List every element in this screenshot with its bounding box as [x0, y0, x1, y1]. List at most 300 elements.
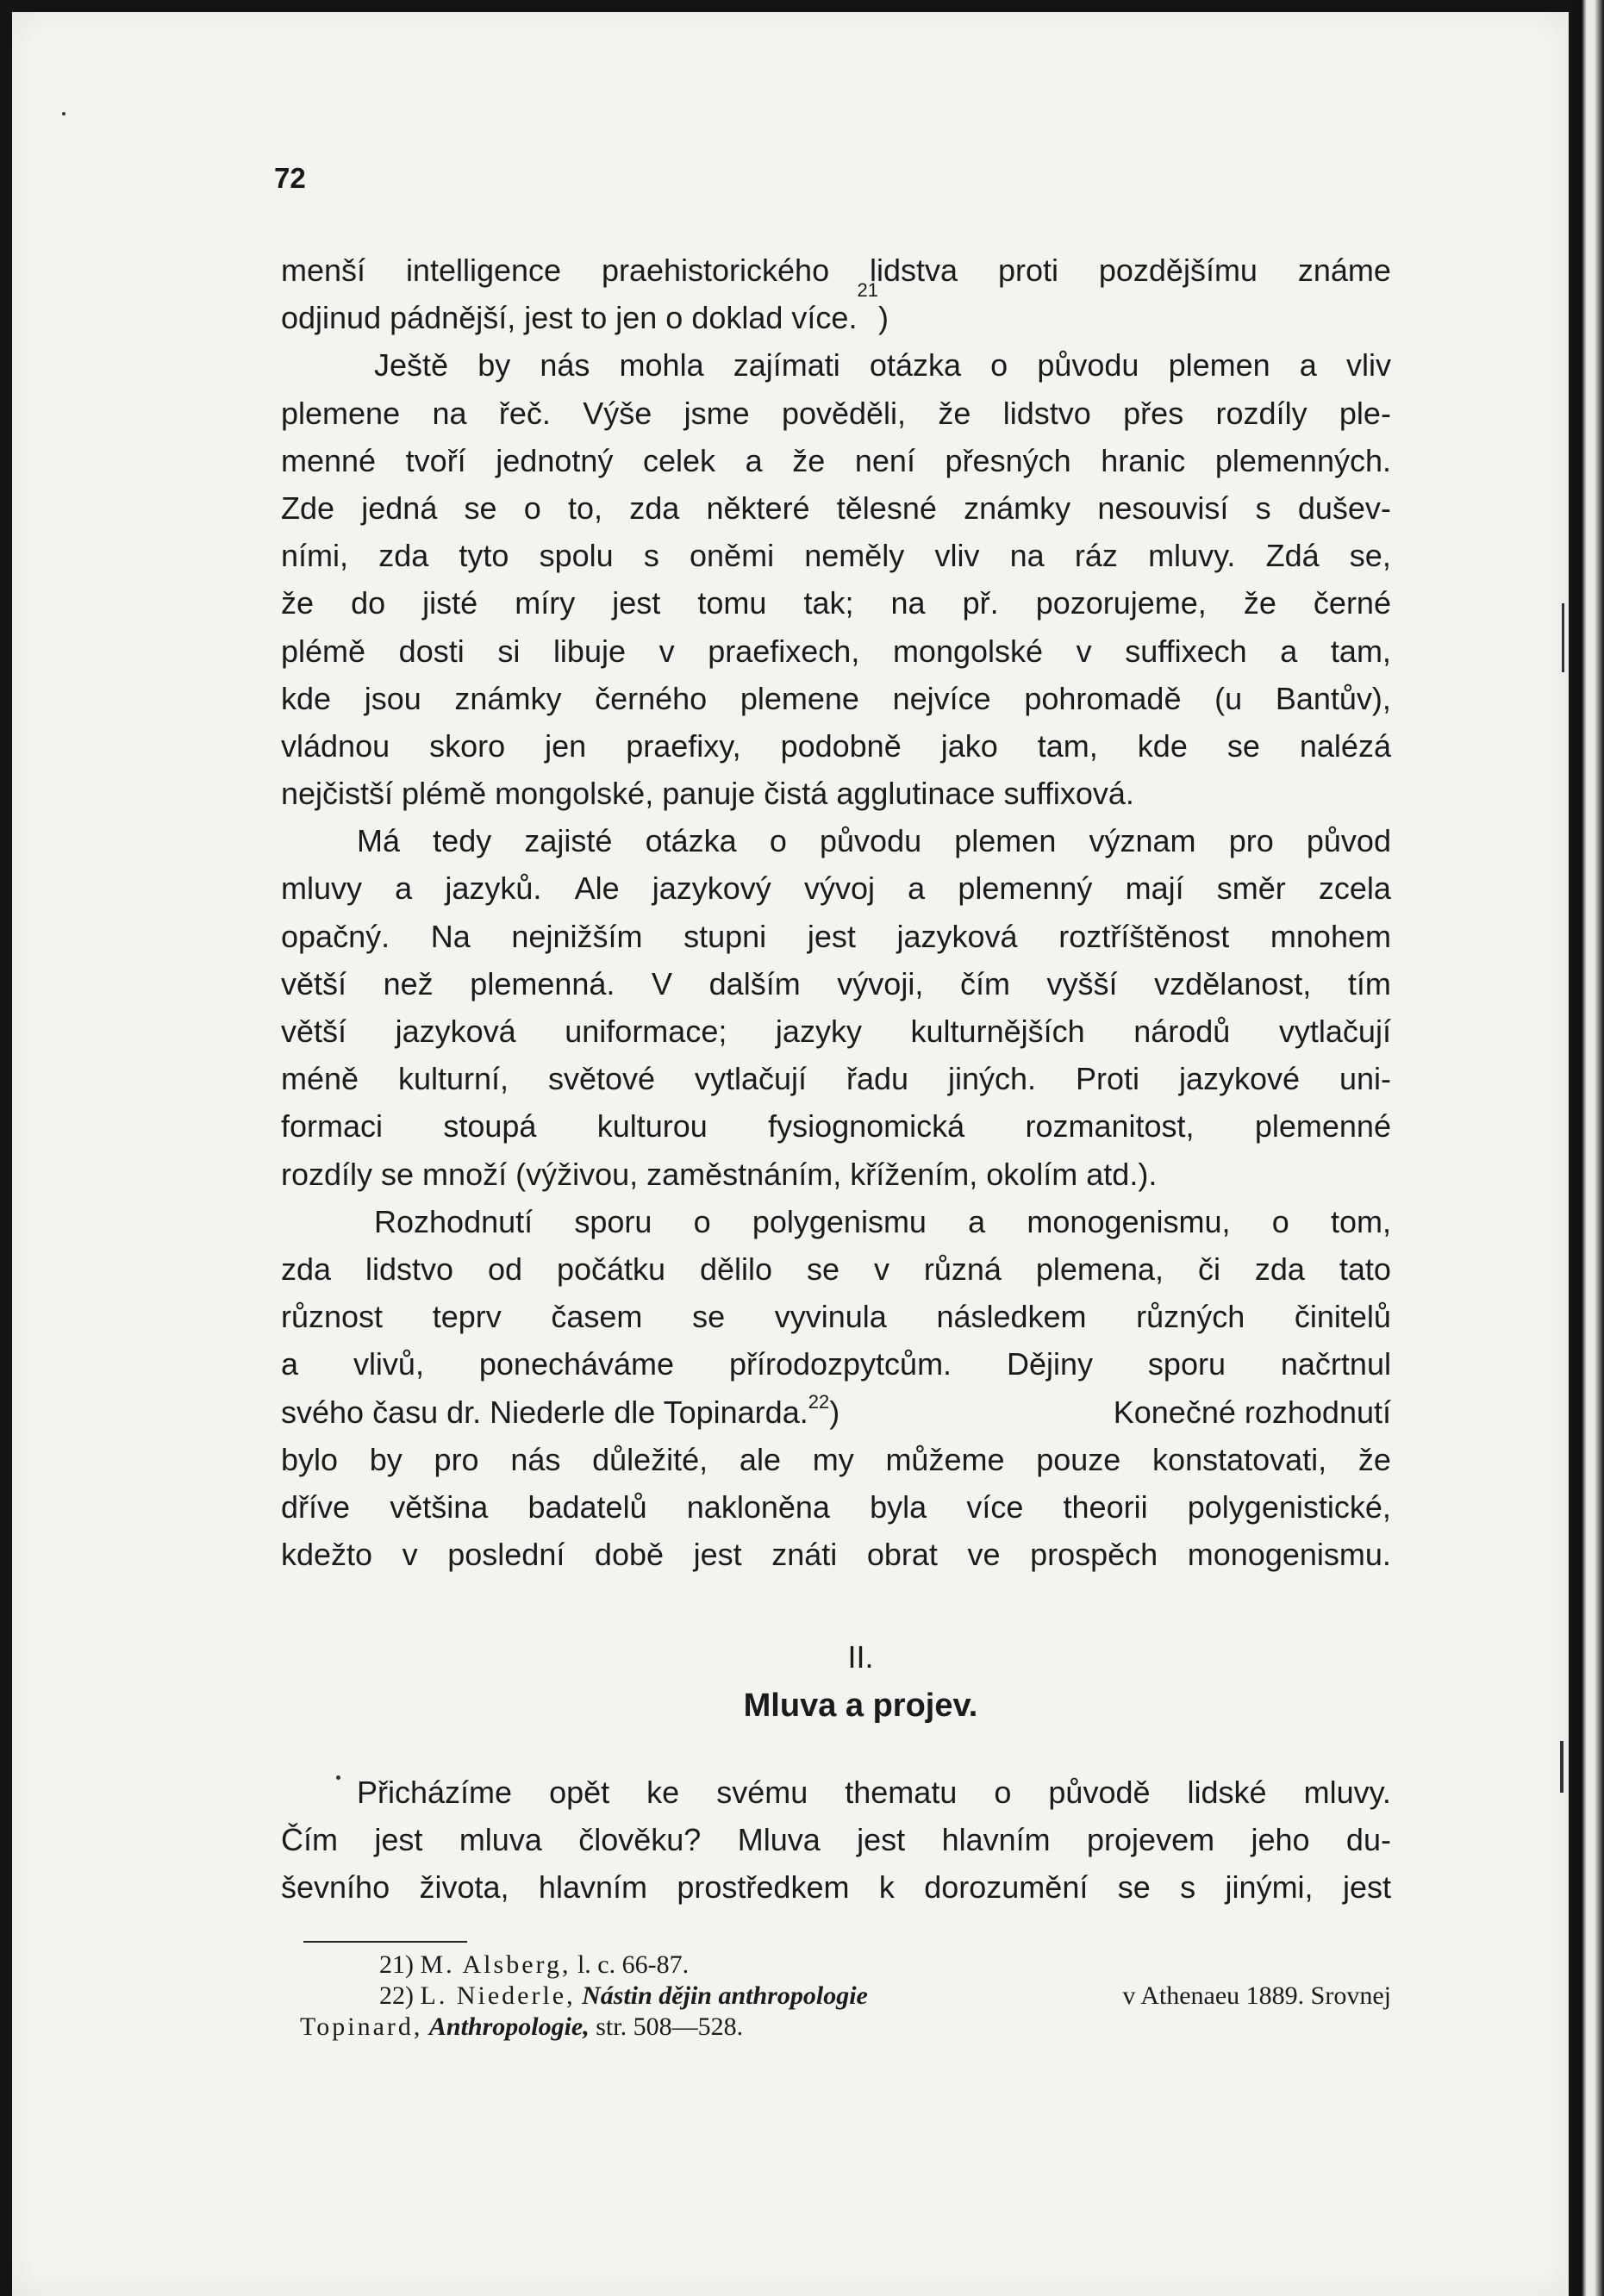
word: že — [1243, 585, 1276, 621]
word: se — [464, 490, 497, 526]
word: Proti — [1075, 1061, 1140, 1097]
page-edge — [1572, 0, 1604, 2296]
text-line — [281, 484, 1391, 532]
word: vládnou — [281, 727, 390, 764]
word: lidstvo — [365, 1251, 454, 1287]
word: mají — [1125, 870, 1184, 907]
word: a — [395, 870, 413, 907]
word: Zdá — [1265, 538, 1320, 574]
word: vliv — [934, 538, 980, 574]
word: stoupá — [443, 1108, 537, 1145]
word: opět — [549, 1775, 610, 1810]
word: různá — [923, 1251, 1002, 1287]
word: vyšší — [1046, 965, 1118, 1001]
word: roztříštěnost — [1058, 918, 1230, 954]
word: následkem — [936, 1299, 1087, 1335]
word: význam — [1089, 823, 1196, 859]
word: vytlačují — [695, 1061, 808, 1097]
word: můžeme — [885, 1441, 1005, 1477]
word: že — [938, 395, 971, 431]
word: o — [990, 347, 1008, 384]
word: menší — [281, 253, 366, 288]
word: prospěch — [1030, 1537, 1158, 1573]
text-line — [281, 817, 1391, 864]
footnote-author: Topinard, — [300, 2012, 423, 2041]
word: ke — [646, 1775, 680, 1810]
text-line — [281, 627, 1391, 675]
word: neměly — [804, 538, 905, 574]
word: mluvy — [281, 870, 363, 907]
word: mnohem — [1270, 918, 1391, 954]
word: jsou — [364, 680, 421, 716]
footnote-22 — [300, 1981, 1391, 2012]
word: polygenismu — [752, 1203, 927, 1239]
word: mluva — [459, 1822, 542, 1858]
word: badatelů — [527, 1488, 647, 1525]
footnotes — [300, 1950, 1391, 2043]
word: známe — [1297, 253, 1391, 288]
word: jeho — [1251, 1822, 1310, 1858]
word: si — [497, 633, 521, 669]
word: plemene — [740, 680, 859, 716]
word: jinými, — [1225, 1869, 1314, 1906]
footnote-text: v Athenaeu 1889. Srovnej — [1122, 1981, 1391, 2010]
word: konstatovati, — [1152, 1441, 1327, 1477]
scan-speck — [336, 1775, 340, 1780]
text-line: rozdíly se množí (výživou, zaměstnáním, křížením, okolím atd.). — [281, 1156, 1158, 1192]
footnote-title: Anthropologie, — [428, 2012, 590, 2041]
text-line — [281, 1055, 1391, 1102]
word: to, — [568, 490, 603, 526]
word: ševního — [281, 1869, 390, 1906]
word: o — [1271, 1203, 1289, 1239]
word: zda — [629, 490, 680, 526]
word: do — [351, 585, 386, 621]
word: Ale — [574, 870, 620, 907]
text-line — [281, 341, 1391, 389]
word: že — [281, 585, 315, 621]
text-segment: Konečné rozhodnutí — [1113, 1394, 1391, 1430]
word: Přicházíme — [357, 1775, 513, 1810]
word: vývoji, — [837, 965, 924, 1001]
word: jiných. — [948, 1061, 1037, 1097]
word: a — [968, 1203, 986, 1239]
word: že — [792, 442, 826, 478]
word: míry — [515, 585, 576, 621]
word: časem — [551, 1299, 643, 1335]
word: původ — [1306, 823, 1391, 859]
word: hranic — [1101, 442, 1186, 478]
word: či — [1197, 1251, 1220, 1287]
word: Mluva — [737, 1822, 821, 1858]
word: kdežto — [281, 1537, 373, 1573]
text-line-content: odjinud pádnější, jest to jen o doklad více. — [281, 300, 858, 336]
word: jsme — [683, 395, 750, 431]
word: jest — [693, 1537, 742, 1573]
word: rozmanitost, — [1025, 1108, 1195, 1145]
word: než — [383, 965, 434, 1001]
word: du- — [1345, 1822, 1391, 1858]
word: jazykový — [652, 870, 771, 907]
word: a — [281, 1346, 299, 1382]
word: tom, — [1330, 1203, 1391, 1239]
word: suffixech — [1125, 633, 1247, 669]
word: oněmi — [690, 538, 775, 574]
word: že — [1357, 1441, 1391, 1477]
word: svému — [716, 1775, 808, 1810]
word: my — [812, 1441, 854, 1477]
word: se — [806, 1251, 840, 1287]
text-line — [281, 279, 1391, 341]
word: větší — [281, 965, 347, 1001]
word: Na — [430, 918, 471, 954]
word: přesných — [945, 442, 1071, 478]
word: nás — [540, 347, 590, 384]
word: jazykové — [1178, 1061, 1301, 1097]
word: době — [594, 1537, 665, 1573]
word: jedná — [361, 490, 438, 526]
word: zajisté — [524, 823, 613, 859]
word: nejvíce — [892, 680, 991, 716]
text-line — [281, 1863, 1391, 1911]
word: nakloněna — [686, 1488, 830, 1525]
word: přes — [1123, 395, 1184, 431]
word: tak; — [803, 585, 854, 621]
word: fysiognomická — [768, 1108, 965, 1145]
word: méně — [281, 1061, 359, 1097]
word: důležité, — [592, 1441, 708, 1477]
word: podobně — [780, 727, 902, 764]
word: od — [487, 1251, 523, 1287]
word: se, — [1349, 538, 1391, 574]
text-line — [281, 1531, 1391, 1578]
word: intelligence — [405, 253, 562, 288]
word: jest — [1342, 1869, 1391, 1906]
word: ponecháváme — [478, 1346, 675, 1382]
word: pro — [434, 1441, 479, 1477]
word: lidstvo — [1002, 395, 1091, 431]
word: dělilo — [699, 1251, 773, 1287]
word: znáti — [771, 1537, 838, 1573]
word: menné — [281, 442, 377, 478]
word: jen — [545, 727, 587, 764]
text-line — [281, 1198, 1391, 1245]
word: plemena, — [1035, 1251, 1164, 1287]
section-text — [281, 1769, 1391, 1912]
word: v — [402, 1537, 418, 1573]
word: dušev- — [1297, 490, 1391, 526]
word: na — [432, 395, 467, 431]
word: jisté — [422, 585, 478, 621]
word: černé — [1313, 585, 1391, 621]
word: a — [745, 442, 763, 478]
word: různých — [1136, 1299, 1245, 1335]
word: prostředkem — [677, 1869, 850, 1906]
word: rozdíly — [1215, 395, 1308, 431]
word: Zde — [281, 490, 335, 526]
word: zda — [378, 538, 429, 574]
main-text — [281, 246, 1391, 1578]
word: ale — [739, 1441, 781, 1477]
text-line — [281, 579, 1391, 627]
word: praefixech, — [708, 633, 860, 669]
word: tato — [1339, 1251, 1391, 1287]
word: lidstva — [870, 253, 958, 288]
word: s — [1255, 490, 1271, 526]
word: a — [1280, 633, 1298, 669]
word: sporu — [574, 1203, 652, 1239]
text-line — [281, 1293, 1391, 1340]
word: tam, — [1037, 727, 1098, 764]
word: nás — [510, 1441, 561, 1477]
word: uni- — [1339, 1061, 1391, 1097]
text-line — [281, 913, 1391, 960]
text-line — [281, 1102, 1391, 1150]
text-segment: svého času dr. Niederle dle Topinarda. — [281, 1394, 808, 1430]
word: mluvy. — [1303, 1775, 1391, 1810]
word: ními, — [281, 538, 349, 574]
word: Čím — [281, 1822, 338, 1858]
word: plemenné — [1254, 1108, 1391, 1145]
text-line — [281, 1245, 1391, 1293]
word: byla — [870, 1488, 927, 1525]
word: ve — [967, 1537, 1001, 1573]
word: sporu — [1147, 1346, 1226, 1382]
word: thematu — [845, 1775, 958, 1810]
word: jest — [807, 918, 856, 954]
word: jazyků. — [445, 870, 542, 907]
word: činitelů — [1294, 1299, 1391, 1335]
word: o — [994, 1775, 1012, 1810]
word: plemenný — [958, 870, 1093, 907]
text-line — [281, 864, 1391, 912]
footnote-21 — [300, 1950, 1391, 1981]
footnote-author: L. Niederle, — [420, 1981, 576, 2010]
footnote-text: l. c. 66-87. — [577, 1950, 690, 1979]
word: černého — [595, 680, 708, 716]
word: praehistorického — [601, 253, 830, 288]
word: projevem — [1087, 1822, 1215, 1858]
word: dorozumění — [924, 1869, 1089, 1906]
word: života, — [419, 1869, 509, 1906]
word: vývoj — [803, 870, 875, 907]
footnote-author: M. Alsberg, — [420, 1950, 571, 1979]
word: pouze — [1036, 1441, 1121, 1477]
word: hlavním — [941, 1822, 1051, 1858]
scan-edge-mark — [1562, 603, 1564, 672]
word: tam, — [1330, 633, 1391, 669]
word: vzdělanost, — [1154, 965, 1312, 1001]
text-line — [281, 246, 1391, 294]
word: hlavním — [538, 1869, 647, 1906]
word: vyvinula — [774, 1299, 887, 1335]
word: by — [477, 347, 511, 384]
text-line-content — [281, 1388, 839, 1436]
word: mluvy. — [1148, 538, 1236, 574]
text-line — [281, 960, 1391, 1008]
word: na — [1009, 538, 1045, 574]
word: Rozhodnutí — [374, 1203, 534, 1239]
word: ráz — [1074, 538, 1118, 574]
word: kulturnějších — [910, 1014, 1085, 1049]
word: nesouvisí — [1097, 490, 1229, 526]
word: původu — [1037, 347, 1139, 384]
footnote-marker: 22) — [379, 1981, 414, 2010]
footnote-title: Nástin dějin anthropologie — [582, 1981, 868, 2010]
text-line — [281, 390, 1391, 437]
word: plémě — [281, 633, 366, 669]
word: načrtnul — [1280, 1346, 1391, 1382]
word: a — [1299, 347, 1317, 384]
text-line — [281, 722, 1391, 770]
word: zda — [281, 1251, 332, 1287]
word: opačný. — [281, 918, 390, 954]
footnote-ref-21: 21 — [857, 279, 878, 302]
word: ple- — [1339, 395, 1391, 431]
word: nalézá — [1299, 727, 1391, 764]
word: řadu — [846, 1061, 909, 1097]
word: tomu — [697, 585, 767, 621]
word: o — [523, 490, 541, 526]
word: (u — [1214, 680, 1243, 716]
word: lidské — [1187, 1775, 1267, 1810]
word: známky — [964, 490, 1071, 526]
word: jednotný — [496, 442, 614, 478]
word: př. — [962, 585, 999, 621]
word: dříve — [281, 1488, 351, 1525]
word: v — [873, 1251, 889, 1287]
text-line — [281, 1436, 1391, 1483]
word: kde — [1137, 727, 1188, 764]
word: více — [966, 1488, 1024, 1525]
footnote-part — [379, 1981, 868, 2012]
word: tedy — [433, 823, 492, 859]
word: směr — [1216, 870, 1286, 907]
word: řeč. — [498, 395, 551, 431]
word: kulturní, — [398, 1061, 509, 1097]
section-number: II. — [847, 1639, 874, 1675]
word: praefixy, — [626, 727, 741, 764]
word: různost — [281, 1299, 384, 1335]
word: obrat — [866, 1537, 938, 1573]
word: v — [658, 633, 675, 669]
word: vliv — [1345, 347, 1391, 384]
word: pro — [1228, 823, 1274, 859]
word: tvoří — [405, 442, 466, 478]
text-line: nejčistší plémě mongolské, panuje čistá agglutinace suffixová. — [281, 776, 1134, 812]
word: uniformace; — [565, 1014, 727, 1049]
word: monogenismu. — [1187, 1537, 1391, 1573]
word: nejnižším — [511, 918, 643, 954]
word: zcela — [1318, 870, 1391, 907]
scan-speck — [62, 112, 66, 115]
word: otázka — [645, 823, 737, 859]
word: dosti — [398, 633, 465, 669]
word: proti — [997, 253, 1058, 288]
word: národů — [1133, 1014, 1231, 1049]
text-line — [281, 437, 1391, 484]
word: jest — [612, 585, 661, 621]
footnote-marker: 21) — [379, 1950, 414, 1979]
word: polygenistické, — [1187, 1488, 1391, 1525]
word: poslední — [447, 1537, 565, 1573]
word: některé — [706, 490, 810, 526]
word: není — [854, 442, 915, 478]
word: Ještě — [374, 347, 449, 384]
scan-edge-mark — [1560, 1741, 1563, 1793]
word: spolu — [539, 538, 614, 574]
word: tím — [1347, 965, 1391, 1001]
text-line — [281, 1769, 1391, 1816]
word: na — [890, 585, 926, 621]
word: plemenných. — [1214, 442, 1391, 478]
word: vlivů, — [353, 1346, 424, 1382]
word: monogenismu, — [1027, 1203, 1231, 1239]
word: stupni — [683, 918, 767, 954]
word: kde — [281, 680, 332, 716]
word: tyto — [459, 538, 509, 574]
footnote-divider — [303, 1941, 467, 1943]
footnote-text: str. 508—528. — [596, 2012, 744, 2041]
word: plemen — [1168, 347, 1270, 384]
text-line — [281, 1008, 1391, 1055]
word: otázka — [869, 347, 961, 384]
word: teprv — [432, 1299, 502, 1335]
text-line — [281, 1483, 1391, 1531]
word: o — [769, 823, 787, 859]
word: by — [369, 1441, 403, 1477]
word: V — [652, 965, 673, 1001]
page-number: 72 — [274, 162, 306, 194]
word: známky — [454, 680, 562, 716]
word: celek — [642, 442, 716, 478]
word: pohromadě — [1024, 680, 1182, 716]
word: jazyková — [395, 1014, 516, 1049]
text-line — [281, 1388, 1391, 1436]
word: se — [1117, 1869, 1151, 1906]
text-line — [281, 532, 1391, 579]
word: kulturou — [596, 1108, 708, 1145]
text-line — [281, 1816, 1391, 1863]
word: jazyky — [775, 1014, 862, 1049]
word: většina — [390, 1488, 489, 1525]
word: skoro — [429, 727, 506, 764]
word: přírodozpytcům. — [728, 1346, 952, 1382]
footnote-22-cont — [300, 2012, 1391, 2043]
word: jako — [940, 727, 998, 764]
word: člověku? — [578, 1822, 702, 1858]
word: původě — [1048, 1775, 1151, 1810]
word: libuje — [552, 633, 626, 669]
word: se — [692, 1299, 726, 1335]
word: větší — [281, 1014, 347, 1049]
word: se — [1226, 727, 1260, 764]
footnote-ref-paren: ) — [877, 300, 889, 336]
word: světové — [548, 1061, 656, 1097]
word: jest — [374, 1822, 423, 1858]
word: s — [643, 538, 659, 574]
word: bylo — [281, 1441, 339, 1477]
word: o — [693, 1203, 711, 1239]
word: dalším — [708, 965, 801, 1001]
word: plemenná. — [470, 965, 615, 1001]
word: původu — [820, 823, 922, 859]
word: mongolské — [892, 633, 1044, 669]
word: a — [908, 870, 926, 907]
word: jazyková — [896, 918, 1018, 954]
word: jest — [857, 1822, 906, 1858]
word: v — [1076, 633, 1092, 669]
